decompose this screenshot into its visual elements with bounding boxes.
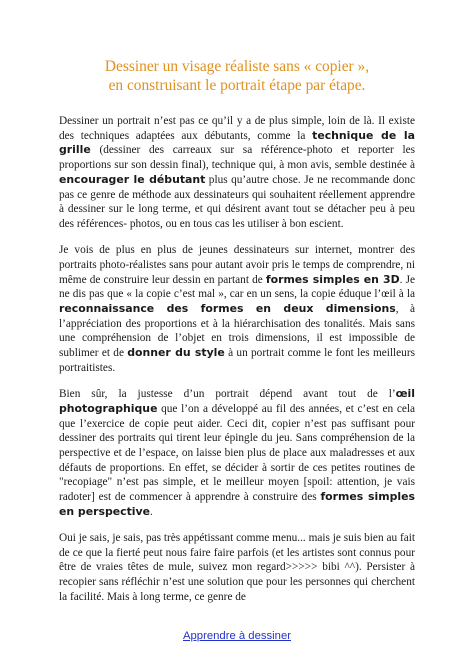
paragraph-1 — [59, 114, 415, 232]
text-run: (dessiner des carreaux sur sa référence-photo et reporter les proportions sur son dessin final), technique qui, à mon avis, semble destinée à — [59, 144, 415, 172]
emphasis-text: formes simples en 3D — [265, 272, 400, 286]
text-run: Bien sûr, la justesse d’un portrait dépend avant tout de l’ — [59, 388, 396, 401]
text-run: Dessiner un portrait n’est pas ce qu’il y a de plus simple, loin de là. Il existe des techniques adaptées aux débutants, comme la — [59, 115, 415, 142]
body-text — [59, 114, 415, 616]
emphasis-text: œil photographique — [59, 387, 415, 415]
text-run: plus qu’autre chose. Je ne recommande donc pas ce genre de méthode aux dessinateurs qui souhaitent réellement apprendre à dessiner sur le long terme, et qui désirent avant tout se détacher peu à peu des références- photos, ou en tous cas les utiliser à bon escient. — [59, 173, 415, 230]
footer-link[interactable]: Apprendre à dessiner — [182, 630, 291, 642]
title-line-2: en construisant le portrait étape par étape. — [108, 77, 366, 94]
paragraph-4 — [59, 531, 415, 605]
paragraph-3 — [59, 387, 415, 519]
page-title — [40, 57, 434, 95]
text-run: , à l’appréciation des proportions et à la hiérarchisation des tonalités. Mais sans une compréhension de l’objet en trois dimensions, il est impossible de sublimer et de — [59, 303, 415, 360]
text-run: à un portrait comme le font les meilleurs portraitistes. — [59, 347, 415, 374]
emphasis-text: encourager le débutant — [59, 172, 206, 186]
emphasis-text: donner du style — [127, 346, 225, 360]
text-run: . — [150, 505, 153, 518]
text-run: Je vois de plus en plus de jeunes dessinateurs sur internet, montrer des portraits photo-réalistes sans pour autant avoir pris le temps de comprendre, ni même de construire leur dessin en partant de — [59, 244, 415, 286]
title-line-1: Dessiner un visage réaliste sans « copier », — [104, 58, 370, 75]
text-run: . Je ne dis pas que « la copie c’est mal », car en un sens, la copie éduque l’œil à la — [59, 273, 415, 301]
text-run: Oui je sais, je sais, pas très appétissant comme menu... mais je suis bien au fait de ce que la fierté peut nous faire faire parfois (et les artistes sont connus pour être de vraies têtes de mule, suivez mon regard>>>>> bibi ^^). Persister à recopier sans réfléchir n’est une solution que pour les personnes qui cherchent la facilité. Mais à long terme, ce genre de — [59, 532, 415, 603]
text-run: que l’on a développé au fil des années, et c’est en cela que l’exercice de copie peut aider. Ceci dit, copier n’est pas suffisant pour dessiner des portraits qui tirent leur épingle du jeu. Sans compréhension de la perspective et de l’espace, on laisse bien plus de place aux maladresses et aux défauts de proportions. En effet, se décider à sortir de ces petites routines de "recopiage" n’est pas simple, et le meilleur moyen [spoil: attention, je vais radoter] est de commencer à apprendre à construire des — [59, 402, 415, 504]
emphasis-text: technique de la grille — [59, 128, 415, 157]
paragraph-2 — [59, 243, 415, 375]
footer — [0, 630, 474, 642]
emphasis-text: formes simples en perspective — [59, 490, 415, 518]
emphasis-text: reconnaissance des formes en deux dimensions — [59, 302, 396, 316]
